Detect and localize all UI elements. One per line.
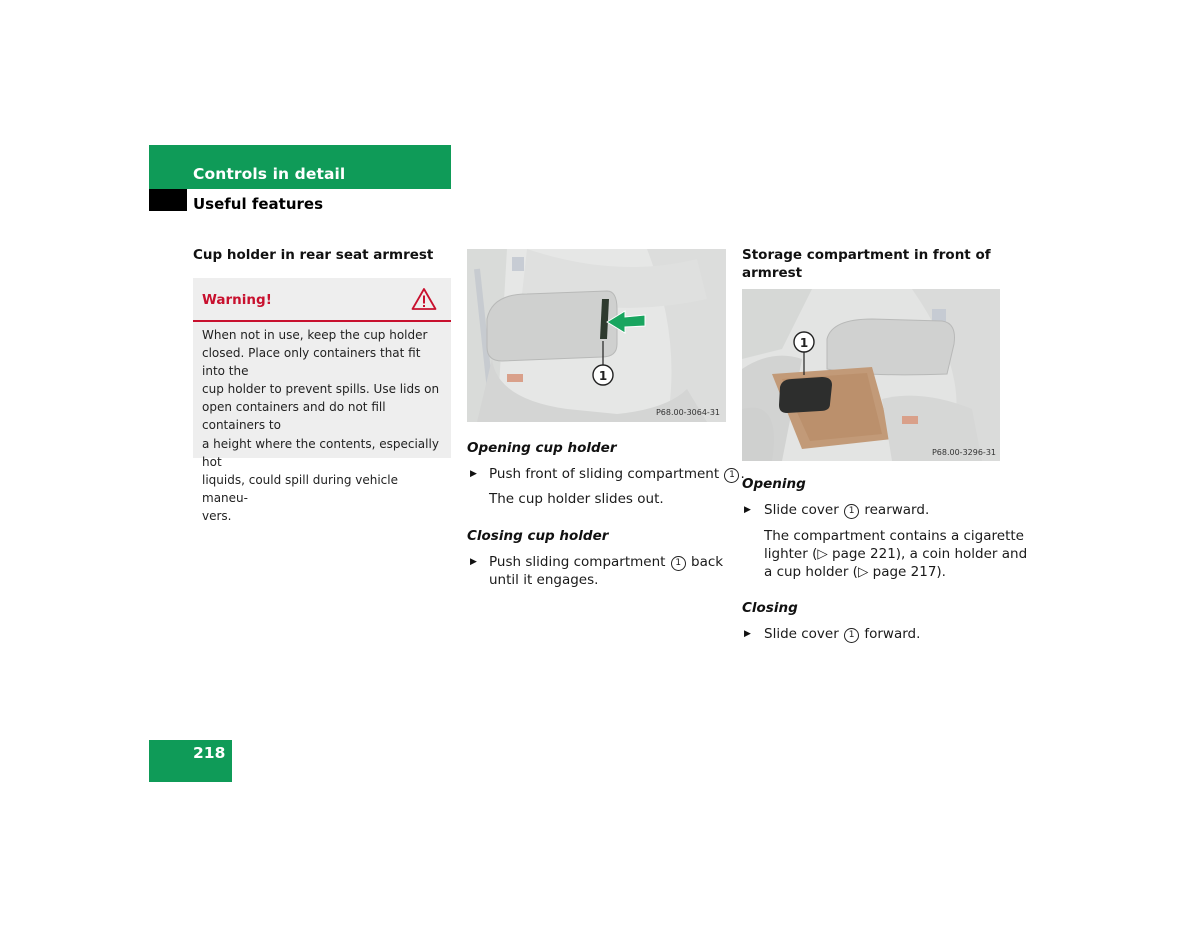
warning-line: a height where the contents, especially hot (202, 436, 439, 469)
step-text: Slide cover 1 forward. (764, 626, 921, 642)
step-text-continued: until it engages. (489, 572, 599, 588)
callout-ref: 1 (844, 628, 859, 643)
warning-text (202, 326, 444, 525)
subsection-title: Useful features (193, 195, 324, 213)
warning-line: cup holder to prevent spills. Use lids on (202, 382, 440, 397)
step-result: The cup holder slides out. (489, 491, 664, 507)
warning-label: Warning! (202, 292, 272, 308)
warning-line: liquids, could spill during vehicle maneu- (202, 472, 398, 505)
callout-ref: 1 (844, 504, 859, 519)
closing-cup-holder-heading: Closing cup holder (467, 528, 609, 544)
figure-callout: 1 (598, 369, 608, 383)
cup-holder-heading: Cup holder in rear seat armrest (193, 247, 434, 263)
bullet-arrow-icon: ▶ (744, 629, 751, 639)
callout-ref: 1 (724, 468, 739, 483)
storage-heading: Storage compartment in front of armrest (742, 247, 991, 281)
subsection-marker (149, 189, 187, 211)
callout-ref: 1 (671, 556, 686, 571)
section-title: Controls in detail (193, 165, 346, 183)
step-result: The compartment contains a cigarette lighter (▷ page 221), a coin holder and a cup holder (▷ page 217). (764, 528, 1028, 580)
warning-line: vers. (202, 508, 232, 523)
rear-armrest-figure (467, 249, 726, 422)
warning-line: open containers and do not fill containers to (202, 400, 386, 433)
warning-line: When not in use, keep the cup holder (202, 328, 428, 342)
warning-line: closed. Place only containers that fit into the (202, 346, 421, 379)
figure-callout: 1 (799, 336, 809, 350)
bullet-arrow-icon: ▶ (470, 557, 477, 567)
closing-heading: Closing (742, 600, 798, 616)
opening-cup-holder-heading: Opening cup holder (467, 440, 617, 456)
warning-header (193, 278, 451, 322)
storage-compartment-figure (742, 289, 1000, 461)
rear-armrest-illustration (467, 249, 726, 422)
step-text: Push sliding compartment 1 back (489, 554, 724, 570)
figure-code: P68.00-3296-31 (931, 448, 996, 457)
bullet-arrow-icon: ▶ (470, 469, 477, 479)
warning-box (193, 278, 451, 523)
opening-heading: Opening (742, 476, 806, 492)
figure-code: P68.00-3064-31 (655, 408, 720, 417)
bullet-arrow-icon: ▶ (744, 505, 751, 515)
page-number: 218 (193, 744, 226, 762)
storage-compartment-illustration (742, 289, 1000, 461)
step-text: Push front of sliding compartment 1 . (489, 466, 745, 482)
step-text: Slide cover 1 rearward. (764, 502, 930, 518)
warning-triangle-icon (411, 287, 437, 311)
